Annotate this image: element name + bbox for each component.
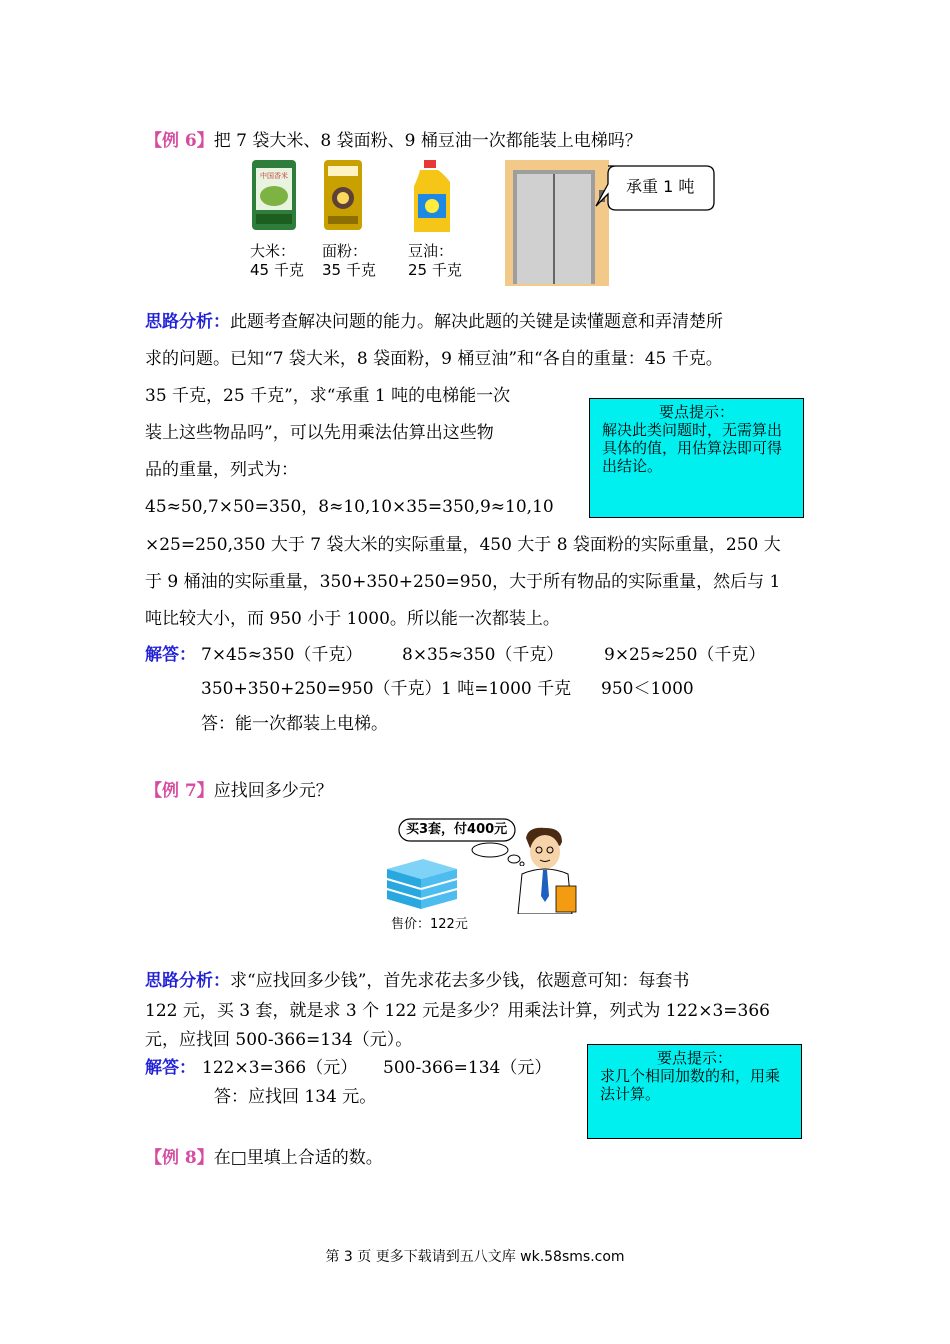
ex7-answer-calc-1: 122×3=366（元） [202, 1058, 358, 1078]
books-image [383, 855, 461, 913]
ex8-question: 在□里填上合适的数。 [213, 1148, 383, 1168]
ex7-analysis-label: 思路分析： [145, 971, 230, 991]
ex6-analysis-line-3: 35 千克，25 千克”，求“承重 1 吨的电梯能一次 [145, 386, 511, 406]
ex6-tip-box [589, 398, 804, 518]
ex6-answer-line-1 [145, 643, 196, 667]
ex6-analysis-line-2: 求的问题。已知“7 袋大米，8 袋面粉，9 桶豆油”和“各自的重量：45 千克。 [145, 349, 723, 369]
ex6-answer-label: 解答： [145, 645, 196, 665]
ex8-tag: 【例 8】 [145, 1148, 214, 1168]
ex6-answer-calc-4: 350+350+250=950（千克） [201, 679, 442, 699]
oil-name: 豆油： [408, 242, 454, 260]
rice-pkg-text: 中国香米 [260, 172, 288, 180]
rice-bag-image [250, 158, 298, 232]
flour-name: 面粉： [322, 242, 368, 260]
ex6-analysis-line-5: 品的重量，列式为： [145, 460, 298, 480]
ex6-question: 把 7 袋大米、8 袋面粉、9 桶豆油一次都能装上电梯吗？ [213, 131, 642, 151]
capacity-bubble-text: 承重 1 吨 [626, 177, 695, 196]
ex7-answer-line-1 [145, 1056, 196, 1080]
ex7-answer-final: 答：应找回 134 元。 [214, 1087, 377, 1107]
buy-speech-text: 买3套，付400元 [406, 822, 508, 837]
ex6-analysis-line-8: 于 9 桶油的实际重量，350+350+250=950，大于所有物品的实际重量，然后与 1 [145, 572, 781, 592]
flour-bag-image [322, 158, 364, 232]
ex6-tip-body: 解决此类问题时，无需算出具体的值，用估算法即可得出结论。 [602, 421, 783, 475]
ex6-analysis-line-1: 思路分析：此题考查解决问题的能力。解决此题的关键是读懂题意和弄清楚所 [145, 312, 723, 332]
ex7-analysis-line-1: 思路分析：求“应找回多少钱”，首先求花去多少钱，依题意可知：每套书 [145, 971, 690, 991]
book-price: 售价：122元 [391, 917, 468, 932]
ex7-question: 应找回多少元？ [213, 781, 333, 801]
oil-weight: 25 千克 [408, 261, 462, 279]
man-image [512, 826, 578, 914]
ex6-analysis-line-7: ×25=250,350 大于 7 袋大米的实际重量，450 大于 8 袋面粉的实际重量，250 大 [145, 535, 781, 555]
ex7-title [145, 779, 333, 803]
page-footer: 第 3 页 更多下载请到五八文库 wk.58sms.com [325, 1249, 625, 1265]
oil-bottle-image [410, 158, 454, 236]
ex7-analysis-line-3: 元，应找回 500-366=134（元）。 [145, 1030, 413, 1050]
ex6-tag: 【例 6】 [145, 131, 214, 151]
ex6-answer-calc-6: 950＜1000 [601, 679, 694, 699]
rice-weight: 45 千克 [250, 261, 304, 279]
ex7-tip-body: 求几个相同加数的和，用乘法计算。 [600, 1067, 781, 1103]
ex6-answer-final: 答：能一次都装上电梯。 [201, 714, 388, 734]
ex6-title [145, 129, 642, 153]
ex6-analysis-line-9: 吨比较大小，而 950 小于 1000。所以能一次都装上。 [145, 609, 560, 629]
ex6-tip-title: 要点提示： [658, 403, 734, 421]
flour-weight: 35 千克 [322, 261, 376, 279]
ex6-answer-calc-5: 1 吨=1000 千克 [441, 679, 572, 699]
ex6-analysis-label: 思路分析： [145, 312, 230, 332]
ex7-tag: 【例 7】 [145, 781, 214, 801]
ex6-analysis-line-6: 45≈50,7×50=350，8≈10,10×35=350,9≈10,10 [145, 497, 554, 517]
ex7-answer-label: 解答： [145, 1058, 196, 1078]
ex7-answer-calc-2: 500-366=134（元） [383, 1058, 552, 1078]
ex6-analysis-line-4: 装上这些物品吗”，可以先用乘法估算出这些物 [145, 423, 494, 443]
ex7-tip-title: 要点提示： [656, 1049, 732, 1067]
rice-name: 大米： [250, 242, 296, 260]
ex6-answer-calc-3: 9×25≈250（千克） [604, 645, 766, 665]
ex8-title [145, 1146, 383, 1170]
ex6-answer-calc-2: 8×35≈350（千克） [402, 645, 564, 665]
ex7-tip-box [587, 1044, 802, 1139]
ex6-answer-calc-1: 7×45≈350（千克） [201, 645, 363, 665]
ex7-analysis-line-2: 122 元，买 3 套，就是求 3 个 122 元是多少？用乘法计算，列式为 122×3=366 [145, 1001, 770, 1021]
